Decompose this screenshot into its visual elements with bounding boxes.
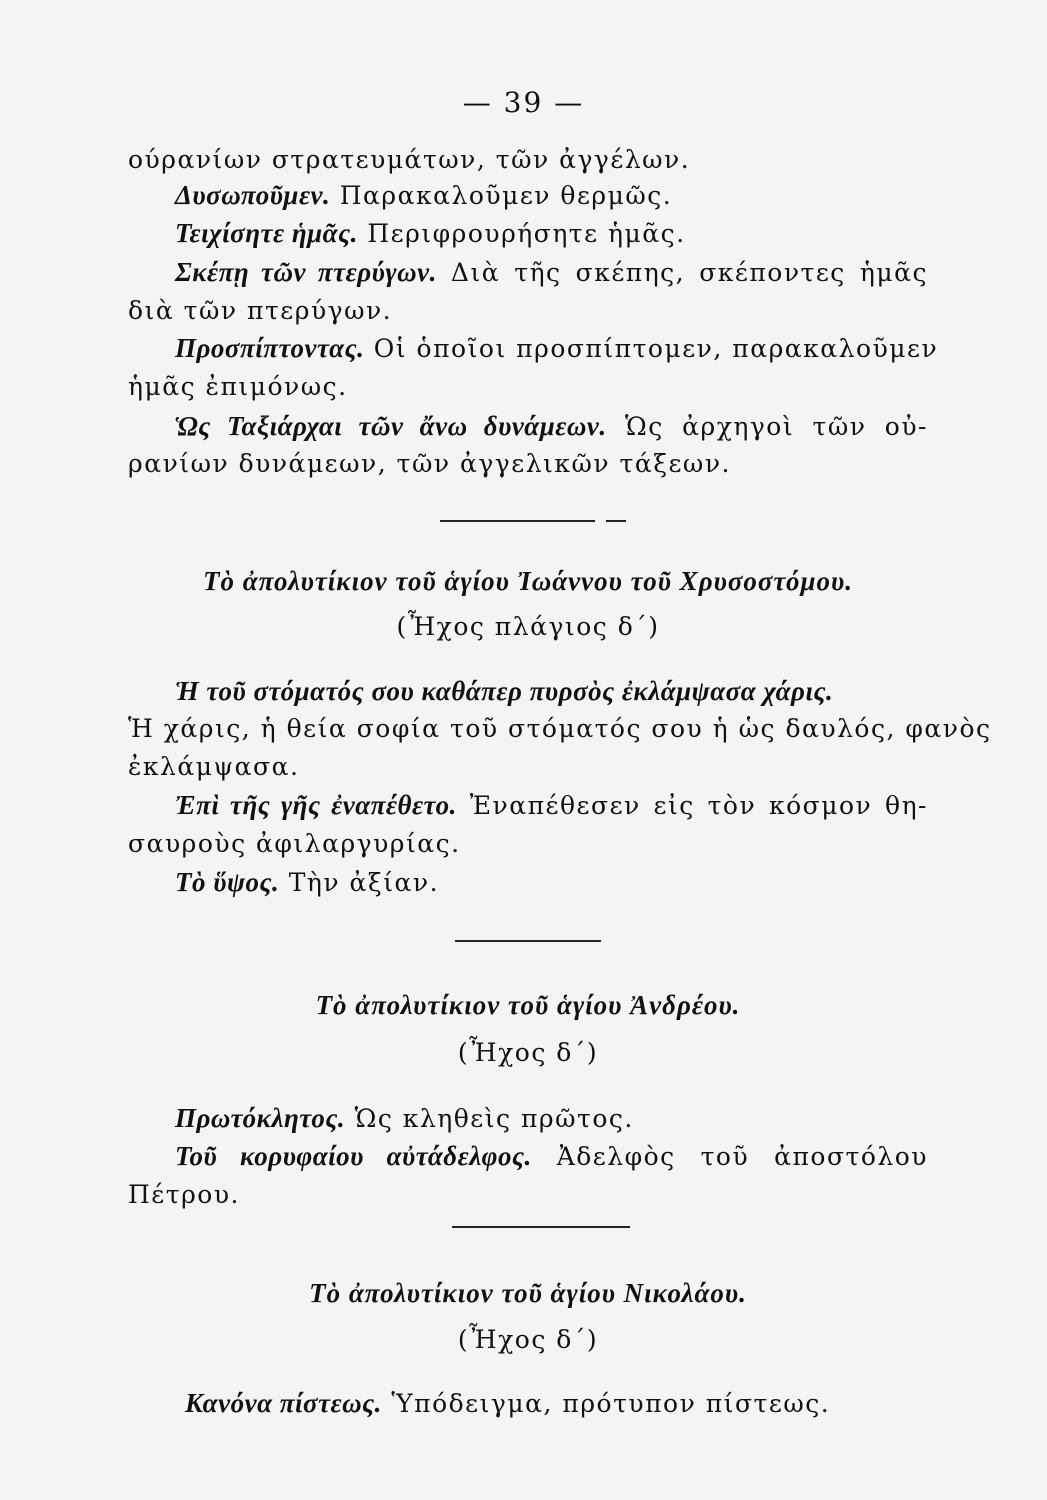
tone-label: (Ἦχος δ΄) xyxy=(457,1038,599,1067)
term-bold: Προσπίπτοντας. xyxy=(175,333,365,363)
line-text: ρανίων δυνάμεων, τῶν ἀγγελικῶν τάξεων. xyxy=(128,449,731,478)
separator-rule xyxy=(455,940,601,942)
text-line xyxy=(175,867,928,898)
line-text: Διὰ τῆς σκέπης, σκέποντες ἡμᾶς xyxy=(436,258,928,287)
line-text: Ἀδελφὸς τοῦ ἀποστόλου xyxy=(531,1142,928,1171)
line-text: Ἐναπέθεσεν εἰς τὸν κόσμον θη- xyxy=(456,791,929,820)
line-text: ἡμᾶς ἐπιμόνως. xyxy=(128,372,348,401)
line-text: Οἱ ὁποῖοι προσπίπτομεν, παρακαλοῦμεν xyxy=(364,334,939,363)
term-bold: Ἐπὶ τῆς γῆς ἐναπέθετο. xyxy=(175,790,457,820)
separator-rule xyxy=(606,520,626,522)
line-text: Ὡς ἀρχηγοὶ τῶν οὐ- xyxy=(606,412,928,441)
text-line xyxy=(128,296,928,326)
text-line xyxy=(128,714,992,744)
text-line xyxy=(175,257,928,288)
line-text: διὰ τῶν πτερύγων. xyxy=(128,296,393,325)
page-number: — 39 — xyxy=(462,86,585,119)
text-line xyxy=(128,145,928,175)
text-line xyxy=(128,829,928,859)
tone-label: (Ἦχος πλάγιος δ΄) xyxy=(396,612,660,641)
term-bold: Ἡ τοῦ στόματός σου καθάπερ πυρσὸς ἐκλάμψασα χάρις. xyxy=(175,676,834,706)
text-line xyxy=(175,411,928,442)
section-heading: Τὸ ἀπολυτίκιον τοῦ ἁγίου Ἀνδρέου. xyxy=(315,990,741,1020)
text-line xyxy=(128,1180,928,1210)
text-line xyxy=(175,180,928,211)
text-line xyxy=(128,752,928,782)
term-bold: Κανόνα πίστεως. xyxy=(185,1388,382,1418)
section-heading: Τὸ ἀπολυτίκιον τοῦ ἁγίου Ἰωάννου τοῦ Χρυσοστόμου. xyxy=(202,566,854,596)
line-text: ἐκλάμψασα. xyxy=(128,752,300,781)
term-bold: Σκέπῃ τῶν πτερύγων. xyxy=(175,257,437,287)
text-line xyxy=(185,1388,928,1419)
line-text: Πέτρου. xyxy=(128,1180,240,1209)
term-bold: Τὸ ὕψος. xyxy=(175,867,280,897)
line-text: Ἡ χάρις, ἡ θεία σοφία τοῦ στόματός σου ἡ ὡς δαυλός, φανὸς xyxy=(128,714,992,743)
text-line xyxy=(175,333,939,364)
term-bold: Πρωτόκλητος. xyxy=(175,1103,346,1133)
term-bold: Ὡς Ταξιάρχαι τῶν ἄνω δυνάμεων. xyxy=(175,411,607,441)
line-text: ούρανίων στρατευμάτων, τῶν ἀγγέλων. xyxy=(128,145,691,174)
text-line xyxy=(175,790,928,821)
line-text: Ὑπόδειγμα, πρότυπον πίστεως. xyxy=(381,1389,831,1418)
line-text: Παρακαλοῦμεν θερμῶς. xyxy=(330,181,673,210)
term-bold: Δυσωποῦμεν. xyxy=(175,180,331,210)
text-line xyxy=(175,1141,928,1172)
text-line xyxy=(128,449,928,479)
line-text: σαυροὺς ἀφιλαργυρίας. xyxy=(128,829,461,858)
section-heading: Τὸ ἀπολυτίκιον τοῦ ἁγίου Νικολάου. xyxy=(309,1278,747,1308)
line-text: Ὡς κληθεὶς πρῶτος. xyxy=(345,1104,634,1133)
tone-label: (Ἦχος δ΄) xyxy=(457,1325,599,1354)
term-bold: Τοῦ κορυφαίου αὐτάδελφος. xyxy=(175,1141,532,1171)
term-bold: Τειχίσητε ἡμᾶς. xyxy=(175,218,358,248)
text-line xyxy=(175,218,928,249)
text-line xyxy=(175,1103,928,1134)
separator-rule xyxy=(452,1226,630,1228)
line-text: Τὴν ἀξίαν. xyxy=(279,868,440,897)
text-line xyxy=(128,372,928,402)
text-line xyxy=(175,676,928,707)
separator-rule xyxy=(440,520,595,522)
line-text: Περιφρουρήσητε ἡμᾶς. xyxy=(357,219,686,248)
